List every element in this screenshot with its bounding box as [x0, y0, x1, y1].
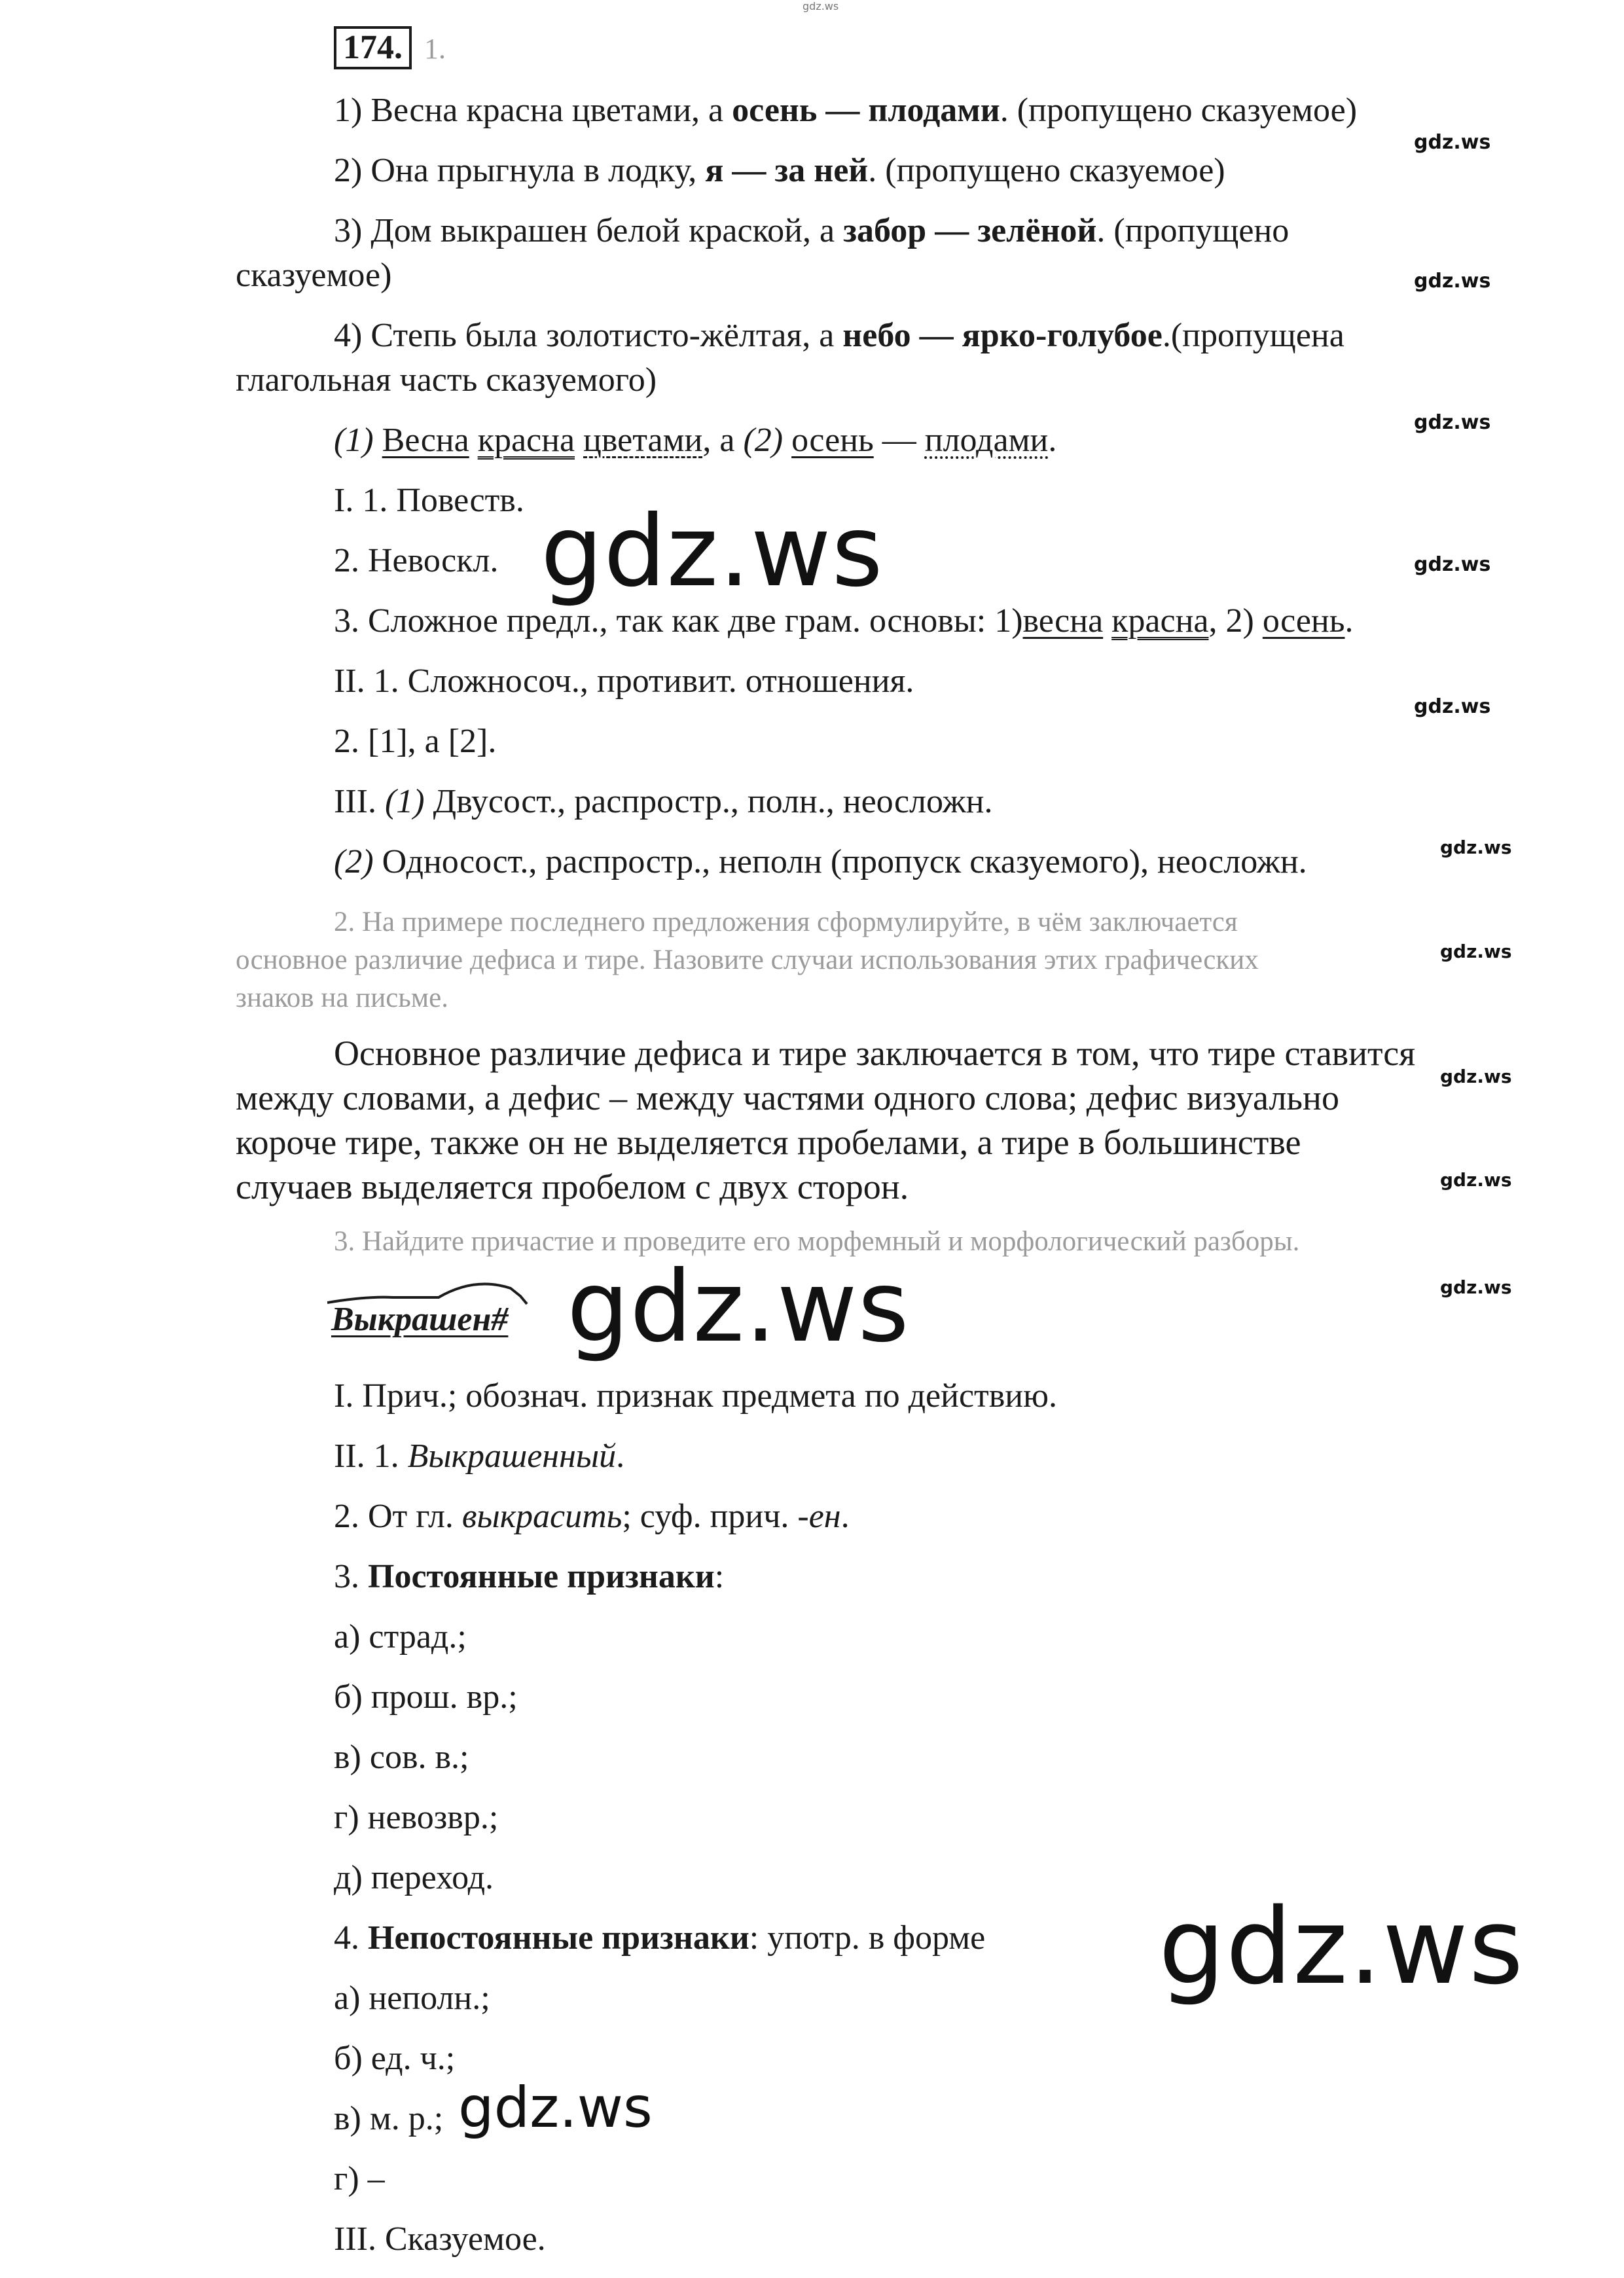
- sentence-parse: (1) Весна красна цветами, а (2) осень — плодами.: [334, 422, 1057, 459]
- answer-2-line-2: между словами, а дефис – между частями одного слова; дефис визуально: [236, 1078, 1339, 1117]
- morpheme-word: Выкрашен#: [331, 1301, 509, 1338]
- sentence-4: 4) Степь была золотисто-жёлтая, а небо — ярко-голубое.(пропущена: [334, 317, 1344, 354]
- morph-8: г) невозвр.;: [334, 1799, 499, 1836]
- watermark-small-3: gdz.ws: [1414, 411, 1491, 434]
- morph-3: 2. От гл. выкрасить; суф. прич. -ен.: [334, 1498, 850, 1535]
- watermark-small-5: gdz.ws: [1414, 695, 1491, 718]
- morph-7: в) сов. в.;: [334, 1739, 469, 1776]
- morph-4: 3. Постоянные признаки:: [334, 1558, 725, 1595]
- morph-9: д) переход.: [334, 1859, 494, 1896]
- task-number: 1.: [424, 33, 446, 65]
- morph-14: г) –: [334, 2160, 385, 2197]
- analysis-5: 2. [1], а [2].: [334, 723, 497, 760]
- analysis-1: I. 1. Повеств.: [334, 482, 524, 519]
- watermark-big-3: gdz.ws: [1159, 1885, 1525, 2008]
- sentence-2: 2) Она прыгнула в лодку, я — за ней. (пропущено сказуемое): [334, 152, 1225, 189]
- watermark-small-7: gdz.ws: [1440, 941, 1512, 962]
- morph-15: III. Сказуемое.: [334, 2220, 546, 2258]
- answer-2-line-4: случаев выделяется пробелом с двух сторон.: [236, 1167, 909, 1206]
- watermark-small-8: gdz.ws: [1440, 1066, 1512, 1087]
- morph-6: б) прош. вр.;: [334, 1678, 518, 1716]
- question-2-line-2: основное различие дефиса и тире. Назовите случаи использования этих графических: [236, 945, 1259, 975]
- sentence-3: 3) Дом выкрашен белой краской, а забор — зелёной. (пропущено: [334, 212, 1290, 249]
- analysis-6: III. (1) Двусост., распростр., полн., неосложн.: [334, 783, 993, 820]
- morph-13: в) м. р.;: [334, 2100, 444, 2137]
- watermark-big-2: gdz.ws: [567, 1250, 910, 1364]
- analysis-3: 3. Сложное предл., так как две грам. основы: 1)весна красна, 2) осень.: [334, 602, 1354, 640]
- sentence-3-cont: сказуемое): [236, 257, 392, 294]
- analysis-7: (2) Односост., распростр., неполн (пропуск сказуемого), неосложн.: [334, 843, 1307, 880]
- morph-12: б) ед. ч.;: [334, 2040, 456, 2077]
- question-2-line-3: знаков на письме.: [236, 983, 448, 1013]
- exercise-number: 174.: [334, 26, 412, 69]
- analysis-4: II. 1. Сложносоч., противит. отношения.: [334, 662, 914, 700]
- watermark-small-2: gdz.ws: [1414, 270, 1491, 293]
- analysis-2: 2. Невоскл.: [334, 542, 499, 579]
- watermark-small-4: gdz.ws: [1414, 553, 1491, 576]
- watermark-small-10: gdz.ws: [1440, 1276, 1512, 1298]
- watermark-big-1: gdz.ws: [541, 495, 884, 609]
- watermark-top: gdz.ws: [803, 0, 839, 12]
- sentence-4-cont: глагольная часть сказуемого): [236, 361, 657, 399]
- sentence-1: 1) Весна красна цветами, а осень — плодами. (пропущено сказуемое): [334, 92, 1358, 129]
- morph-5: а) страд.;: [334, 1618, 467, 1655]
- morph-1: I. Прич.; обознач. признак предмета по действию.: [334, 1377, 1057, 1415]
- morph-2: II. 1. Выкрашенный.: [334, 1437, 625, 1475]
- watermark-big-4: gdz.ws: [458, 2075, 653, 2141]
- watermark-small-6: gdz.ws: [1440, 837, 1512, 858]
- exercise-header: [334, 26, 446, 71]
- question-2-line-1: 2. На примере последнего предложения сформулируйте, в чём заключается: [334, 907, 1238, 937]
- question-3: 3. Найдите причастие и проведите его морфемный и морфологический разборы.: [334, 1226, 1300, 1257]
- morph-10: 4. Непостоянные признаки: употр. в форме: [334, 1919, 986, 1957]
- morph-11: а) неполн.;: [334, 1980, 490, 2017]
- answer-2-line-3: короче тире, также он не выделяется пробелами, а тире в большинстве: [236, 1123, 1301, 1162]
- watermark-small-9: gdz.ws: [1440, 1169, 1512, 1191]
- answer-2-line-1: Основное различие дефиса и тире заключается в том, что тире ставится: [334, 1034, 1416, 1073]
- morpheme-diagram: [327, 1276, 543, 1348]
- watermark-small-1: gdz.ws: [1414, 131, 1491, 154]
